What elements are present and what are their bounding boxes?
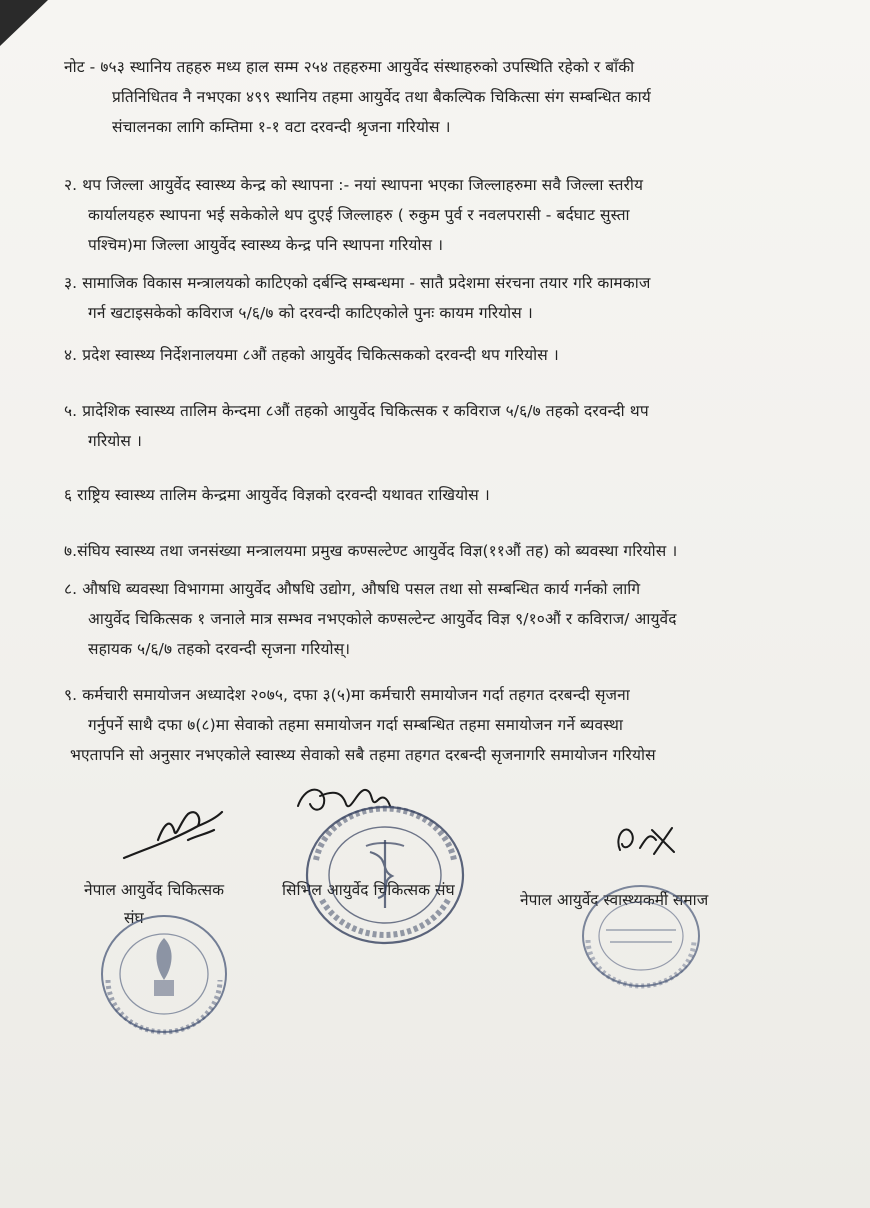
item-2-line-1: २. थप जिल्ला आयुर्वेद स्वास्थ्य केन्द्र को स्थापना :- नयां स्थापना भएका जिल्लाहरुमा सवै जिल्ला स्तरीय bbox=[64, 176, 644, 194]
item-4 bbox=[64, 340, 814, 370]
item-9-line-2: गर्नुपर्ने साथै दफा ७(८)मा सेवाको तहमा समायोजन गर्दा सम्बन्धित तहमा समायोजन गर्ने ब्यवस्था bbox=[88, 716, 623, 734]
item-4-line-1: ४. प्रदेश स्वास्थ्य निर्देशनालयमा ८औं तहको आयुर्वेद चिकित्सकको दरवन्दी थप गरियोस । bbox=[64, 346, 559, 364]
signatory-1-label bbox=[84, 878, 224, 900]
item-9-line-3: भएतापनि सो अनुसार नभएकोले स्वास्थ्य सेवाको सबै तहमा तहगत दरबन्दी सृजनागरि समायोजन गरियोस bbox=[70, 746, 656, 764]
item-9 bbox=[64, 680, 824, 770]
item-8-line-3: सहायक ५/६/७ तहको दरवन्दी सृजना गरियोस्। bbox=[88, 640, 351, 658]
item-8-line-1: ८. औषधि ब्यवस्था विभागमा आयुर्वेद औषधि उद्योग, औषधि पसल तथा सो सम्बन्धित कार्य गर्नको लागि bbox=[64, 580, 641, 598]
item-6-line-1: ६ राष्ट्रिय स्वास्थ्य तालिम केन्द्रमा आयुर्वेद विज्ञको दरवन्दी यथावत राखियोस । bbox=[64, 486, 490, 504]
seal-nepal-ayurveda-doctors bbox=[94, 910, 234, 1040]
item-5-line-2: गरियोस । bbox=[88, 432, 142, 450]
item-5-line-1: ५. प्रादेशिक स्वास्थ्य तालिम केन्दमा ८औं तहको आयुर्वेद चिकित्सक र कविराज ५/६/७ तहको दरवन्दी थप bbox=[64, 402, 649, 420]
signatory-1-name: नेपाल आयुर्वेद चिकित्सक bbox=[84, 881, 225, 899]
item-6 bbox=[64, 480, 814, 510]
page-corner-shadow bbox=[0, 0, 60, 60]
signatory-3-name: नेपाल आयुर्वेद स्वास्थ्यकर्मी समाज bbox=[520, 891, 709, 909]
item-9-line-1: ९. कर्मचारी समायोजन अध्यादेश २०७५, दफा ३(५)मा कर्मचारी समायोजन गर्दा तहगत दरबन्दी सृजना bbox=[64, 686, 630, 704]
signature-3 bbox=[610, 812, 690, 862]
item-2 bbox=[64, 170, 814, 260]
note-line-3: संचालनका लागि कम्तिमा १-१ वटा दरवन्दी श्रृजना गरियोस । bbox=[112, 118, 451, 136]
seal-nepal-ayurveda-health-workers bbox=[576, 880, 706, 990]
item-2-line-2: कार्यालयहरु स्थापना भई सकेकोले थप दुएई जिल्लाहरु ( रुकुम पुर्व र नवलपरासी - बर्दघाट सुस्ता bbox=[88, 206, 630, 224]
seal-civil-ayurveda-doctors bbox=[300, 800, 470, 950]
item-3-line-1: ३. सामाजिक विकास मन्त्रालयको काटिएको दर्बन्दि सम्बन्धमा - सातै प्रदेशमा संरचना तयार गरि कामकाज bbox=[64, 274, 651, 292]
signatory-1-name-2: संघ bbox=[124, 909, 144, 927]
item-8 bbox=[64, 574, 814, 664]
item-8-line-2: आयुर्वेद चिकित्सक १ जनाले मात्र सम्भव नभएकोले कण्सल्टेन्ट आयुर्वेद विज्ञ ९/१०औं र कविराज/ आयुर्वेद bbox=[88, 610, 677, 628]
item-2-line-3: पश्चिम)मा जिल्ला आयुर्वेद स्वास्थ्य केन्द्र पनि स्थापना गरियोस । bbox=[88, 236, 444, 254]
signatory-2-name: सिभिल आयुर्वेद चिकित्सक संघ bbox=[282, 881, 455, 899]
note-paragraph bbox=[64, 52, 804, 142]
item-3 bbox=[64, 268, 814, 328]
item-3-line-2: गर्न खटाइसकेको कविराज ५/६/७ को दरवन्दी काटिएकोले पुनः कायम गरियोस । bbox=[88, 304, 533, 322]
item-5 bbox=[64, 396, 814, 456]
signature-1 bbox=[118, 800, 228, 870]
item-7-line-1: ७.संघिय स्वास्थ्य तथा जनसंख्या मन्त्रालयमा प्रमुख कण्सल्टेण्ट आयुर्वेद विज्ञ(११औं तह) को ब्यवस्था गरियोस । bbox=[64, 542, 678, 560]
item-7 bbox=[64, 536, 834, 566]
note-line-2: प्रतिनिधितव नै नभएका ४९९ स्थानिय तहमा आयुर्वेद तथा बैकल्पिक चिकित्सा संग सम्बन्धित कार्य bbox=[112, 88, 651, 106]
note-line-1: नोट - ७५३ स्थानिय तहहरु मध्य हाल सम्म २५४ तहहरुमा आयुर्वेद संस्थाहरुको उपस्थिति रहेको र बाँकी bbox=[64, 58, 635, 76]
